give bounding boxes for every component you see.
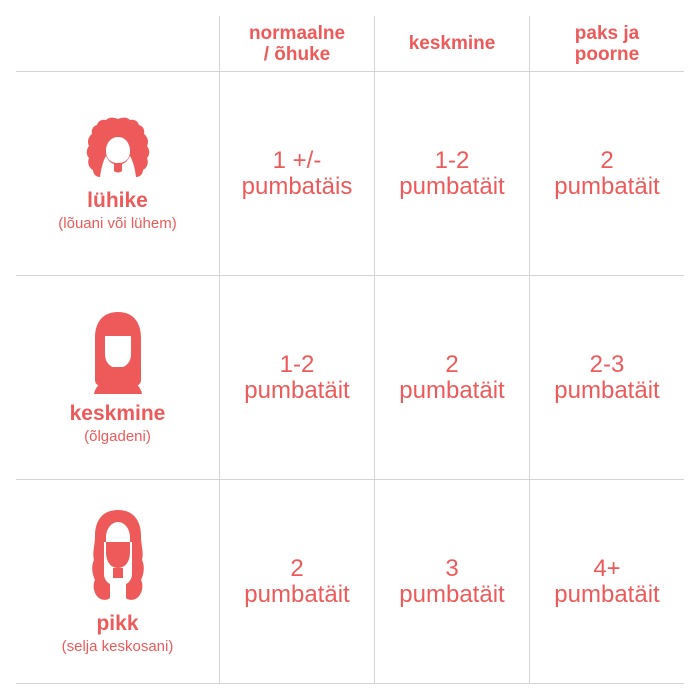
value-line: 1 +/- bbox=[272, 146, 322, 174]
value-cell bbox=[220, 480, 374, 683]
value-line: pumbatäit bbox=[554, 580, 660, 608]
value-line: pumbatäit bbox=[244, 580, 350, 608]
row-subtitle: (selja keskosani) bbox=[61, 637, 174, 655]
value-line: 1-2 bbox=[279, 350, 315, 378]
column-header-medium bbox=[375, 16, 529, 71]
row-subtitle: (õlgadeni) bbox=[84, 427, 151, 445]
value-line: pumbatäis bbox=[241, 172, 353, 200]
short-curly-hair-icon bbox=[83, 115, 153, 181]
value-line: pumbatäit bbox=[399, 172, 505, 200]
value-line: pumbatäit bbox=[244, 376, 350, 404]
row-title: pikk bbox=[96, 611, 139, 635]
value-line: 2-3 bbox=[589, 350, 625, 378]
value-line: 3 bbox=[445, 554, 459, 582]
long-wavy-hair-icon bbox=[86, 508, 150, 604]
value-cell bbox=[375, 72, 529, 275]
row-subtitle: (lõuani või lühem) bbox=[58, 214, 177, 232]
medium-bob-hair-icon bbox=[90, 310, 146, 394]
row-header-long bbox=[16, 480, 219, 683]
value-line: pumbatäit bbox=[399, 580, 505, 608]
value-cell bbox=[530, 480, 684, 683]
grid-line-horizontal-4 bbox=[16, 683, 684, 684]
value-line: pumbatäit bbox=[554, 376, 660, 404]
value-line: 1-2 bbox=[434, 146, 470, 174]
row-header-short bbox=[16, 72, 219, 275]
value-line: 2 bbox=[600, 146, 614, 174]
value-cell bbox=[220, 276, 374, 479]
value-line: pumbatäit bbox=[399, 376, 505, 404]
value-cell bbox=[530, 276, 684, 479]
value-line: 2 bbox=[290, 554, 304, 582]
value-cell bbox=[375, 480, 529, 683]
column-header-thin bbox=[220, 16, 374, 71]
column-header-line: poorne bbox=[574, 43, 640, 65]
value-line: 4+ bbox=[593, 554, 621, 582]
row-title: keskmine bbox=[69, 401, 166, 425]
row-header-medium bbox=[16, 276, 219, 479]
column-header-line: keskmine bbox=[408, 33, 496, 54]
column-header-line: paks ja bbox=[574, 22, 640, 44]
value-cell bbox=[220, 72, 374, 275]
value-cell bbox=[530, 72, 684, 275]
value-cell bbox=[375, 276, 529, 479]
value-line: 2 bbox=[445, 350, 459, 378]
column-header-line: normaalne bbox=[248, 22, 346, 44]
column-header-line: / õhuke bbox=[263, 43, 331, 65]
column-header-thick bbox=[530, 16, 684, 71]
value-line: pumbatäit bbox=[554, 172, 660, 200]
row-title: lühike bbox=[87, 188, 148, 212]
